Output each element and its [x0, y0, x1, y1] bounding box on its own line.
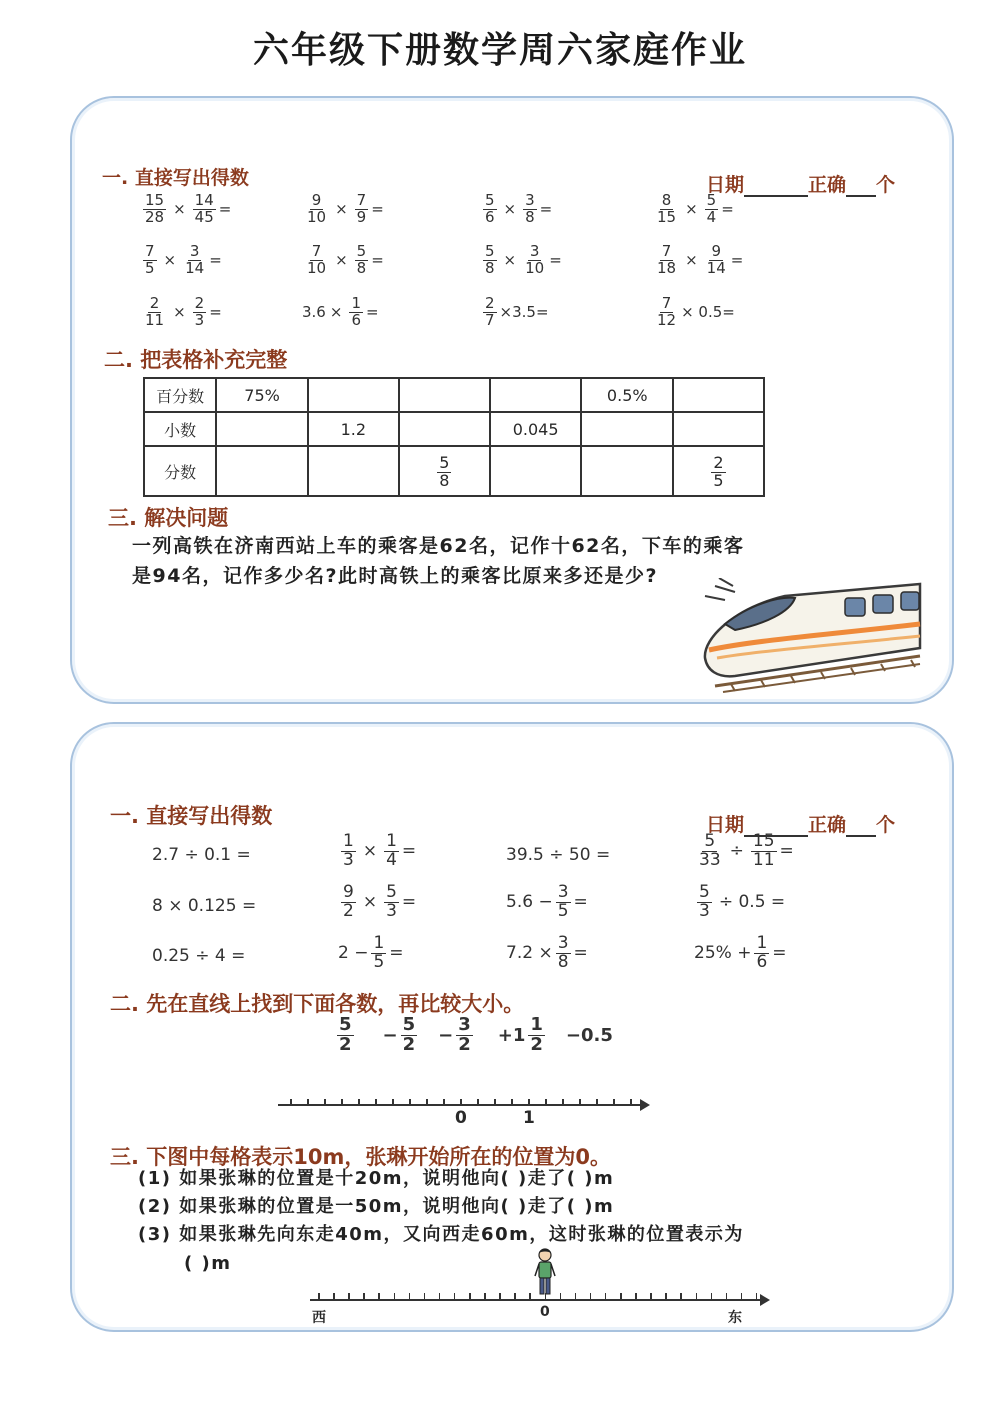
calc-item: 7.2 × $\frac{3}{8}$ =	[506, 933, 588, 972]
tick-mark	[630, 1099, 632, 1105]
tick-mark	[375, 1099, 377, 1105]
west-label: 西	[312, 1310, 326, 1326]
one-label: 1	[523, 1108, 535, 1128]
tick-mark	[378, 1293, 380, 1300]
question-1: (1) 如果张琳的位置是十20m，说明他向( )走了( )m	[138, 1168, 615, 1189]
tick-mark	[424, 1293, 426, 1300]
number-item: $\frac{1}{2}$	[530, 1014, 543, 1055]
tick-mark	[443, 1099, 445, 1105]
tick-mark	[439, 1293, 441, 1300]
table-cell	[673, 378, 764, 412]
tick-mark	[575, 1293, 577, 1300]
table-cell: 1.2	[308, 412, 399, 446]
calc-item: $\frac{7}{18}$ × $\frac{9}{14}$ =	[657, 242, 744, 277]
tick-mark	[613, 1099, 615, 1105]
number-item: $\frac{5}{2}$	[402, 1014, 416, 1055]
calc-item: $\frac{5}{3}$ ÷ 0.5 =	[699, 882, 786, 921]
tick-mark	[460, 1099, 462, 1105]
table-cell	[308, 378, 399, 412]
table-cell	[308, 446, 399, 496]
page-title: 六年级下册数学周六家庭作业	[252, 30, 747, 71]
section-2-heading: 二. 先在直线上找到下面各数，再比较大小。	[110, 992, 525, 1016]
tick-mark	[562, 1099, 564, 1105]
problem-line-1: 一列高铁在济南西站上车的乘客是62名，记作十62名，下车的乘客	[132, 535, 745, 557]
tick-mark	[511, 1099, 513, 1105]
tick-mark	[394, 1293, 396, 1300]
table-cell: 75%	[216, 378, 307, 412]
tick-mark	[545, 1099, 547, 1105]
number-item: $\frac{3}{2}$	[458, 1014, 471, 1055]
number-item: −0.5	[565, 1024, 613, 1046]
table-cell	[673, 412, 764, 446]
table-cell	[399, 378, 490, 412]
numbers-to-place: $\frac{5}{2}$ − $\frac{5}{2}$ − $\frac{3}{2}$ +1 $\frac{1}{2}$ −0.5	[339, 1014, 613, 1055]
tick-mark	[529, 1293, 531, 1300]
table-cell: 0.5%	[581, 378, 673, 412]
date-label: 日期	[706, 814, 745, 836]
tick-mark	[426, 1099, 428, 1105]
tick-mark	[318, 1293, 320, 1300]
tick-mark	[696, 1293, 698, 1300]
tick-mark	[409, 1099, 411, 1105]
calc-item: 5.6 − $\frac{3}{5}$ =	[506, 882, 588, 921]
tick-mark	[635, 1293, 637, 1300]
date-blank[interactable]	[744, 195, 808, 197]
tick-mark	[348, 1293, 350, 1300]
section-3-heading: 三. 解决问题	[108, 506, 229, 530]
tick-mark	[324, 1099, 326, 1105]
tick-mark	[477, 1099, 479, 1105]
tick-mark	[499, 1293, 501, 1300]
tick-mark	[290, 1099, 292, 1105]
table-cell: $\frac{5}{8}$	[399, 446, 490, 496]
calc-item: 8 × 0.125 =	[152, 896, 257, 916]
tick-mark	[741, 1293, 743, 1300]
table-cell	[581, 412, 673, 446]
calc-item: 25% + $\frac{1}{6}$ =	[694, 933, 787, 972]
tick-mark	[665, 1293, 667, 1300]
tick-mark	[469, 1293, 471, 1300]
count-unit: 个	[876, 174, 896, 196]
tick-mark	[494, 1099, 496, 1105]
train-illustration	[695, 578, 925, 698]
tick-mark	[650, 1293, 652, 1300]
calc-item: 39.5 ÷ 50 =	[506, 845, 611, 865]
calc-item: 2.7 ÷ 0.1 =	[152, 845, 251, 865]
table-cell	[581, 446, 673, 496]
row-label-percent: 百分数	[144, 378, 216, 412]
question-3-answer: ( )m	[184, 1253, 232, 1274]
correct-label: 正确	[808, 814, 847, 836]
number-item: $\frac{5}{2}$	[339, 1014, 352, 1055]
row-label-decimal: 小数	[144, 412, 216, 446]
tick-mark	[454, 1293, 456, 1300]
tick-mark	[528, 1099, 530, 1105]
section-3-heading: 三. 下图中每格表示10m，张琳开始所在的位置为0。	[110, 1145, 612, 1169]
person-icon	[534, 1248, 556, 1298]
zero-label: 0	[455, 1108, 467, 1128]
tick-mark	[392, 1099, 394, 1105]
table-cell	[490, 446, 582, 496]
count-unit: 个	[876, 814, 896, 836]
tick-mark	[409, 1293, 411, 1300]
calc-item: $\frac{5}{6}$ × $\frac{3}{8}$ =	[485, 191, 553, 226]
calc-item: 0.25 ÷ 4 =	[152, 946, 246, 966]
calc-item: $\frac{1}{3}$ × $\frac{1}{4}$ =	[343, 831, 417, 870]
row-label-fraction: 分数	[144, 446, 216, 496]
zero-label: 0	[540, 1304, 550, 1320]
calc-item: $\frac{5}{33}$ ÷ $\frac{15}{11}$ =	[699, 831, 794, 870]
calc-item: 2 − $\frac{1}{5}$ =	[338, 933, 404, 972]
table-cell: $\frac{2}{5}$	[673, 446, 764, 496]
tick-mark	[620, 1293, 622, 1300]
calc-item: 3.6 × $\frac{1}{6}$ =	[302, 294, 379, 329]
table-cell	[216, 446, 307, 496]
tick-mark	[358, 1099, 360, 1105]
table-cell	[399, 412, 490, 446]
calc-item: $\frac{15}{28}$ × $\frac{14}{45}$ =	[145, 191, 232, 226]
arrow-head-icon	[760, 1294, 770, 1306]
tick-mark	[596, 1099, 598, 1105]
tick-mark	[333, 1293, 335, 1300]
section-2-heading: 二. 把表格补充完整	[104, 348, 288, 372]
tick-mark	[605, 1293, 607, 1300]
correct-label: 正确	[808, 174, 847, 196]
correct-blank[interactable]	[846, 835, 876, 837]
east-label: 东	[728, 1310, 742, 1326]
calc-item: $\frac{7}{10}$ × $\frac{5}{8}$ =	[307, 242, 384, 277]
tick-mark	[590, 1293, 592, 1300]
tick-mark	[560, 1293, 562, 1300]
conversion-table	[143, 377, 765, 497]
tick-mark	[726, 1293, 728, 1300]
tick-mark	[579, 1099, 581, 1105]
tick-mark	[545, 1293, 547, 1300]
calc-item: $\frac{2}{7}$ ×3.5=	[485, 294, 549, 329]
date-label: 日期	[706, 174, 745, 196]
tick-mark	[307, 1099, 309, 1105]
problem-line-2: 是94名，记作多少名?此时高铁上的乘客比原来多还是少?	[132, 565, 658, 587]
question-3: (3) 如果张琳先向东走40m，又向西走60m，这时张琳的位置表示为	[138, 1224, 744, 1245]
tick-mark	[341, 1099, 343, 1105]
calc-item: $\frac{9}{2}$ × $\frac{5}{3}$ =	[343, 882, 417, 921]
calc-item: $\frac{2}{11}$ × $\frac{2}{3}$ =	[145, 294, 222, 329]
tick-mark	[514, 1293, 516, 1300]
calc-item: $\frac{7}{5}$ × $\frac{3}{14}$ =	[145, 242, 222, 277]
tick-mark	[711, 1293, 713, 1300]
table-cell	[216, 412, 307, 446]
correct-blank[interactable]	[846, 195, 876, 197]
date-correct-line	[706, 170, 895, 197]
table-cell	[490, 378, 582, 412]
calc-item: $\frac{5}{8}$ × $\frac{3}{10}$ =	[485, 242, 562, 277]
calc-item: $\frac{7}{12}$ × 0.5=	[657, 294, 735, 329]
table-cell: 0.045	[490, 412, 582, 446]
tick-mark	[363, 1293, 365, 1300]
question-2: (2) 如果张琳的位置是一50m，说明他向( )走了( )m	[138, 1196, 615, 1217]
section-1-heading: 一. 直接写出得数	[110, 804, 273, 828]
section-1-heading: 一. 直接写出得数	[102, 167, 249, 189]
tick-mark	[680, 1293, 682, 1300]
tick-mark	[756, 1293, 758, 1300]
calc-item: $\frac{8}{15}$ × $\frac{5}{4}$ =	[657, 191, 734, 226]
arrow-head-icon	[640, 1099, 650, 1111]
calc-item: $\frac{9}{10}$ × $\frac{7}{9}$ =	[307, 191, 384, 226]
tick-mark	[484, 1293, 486, 1300]
